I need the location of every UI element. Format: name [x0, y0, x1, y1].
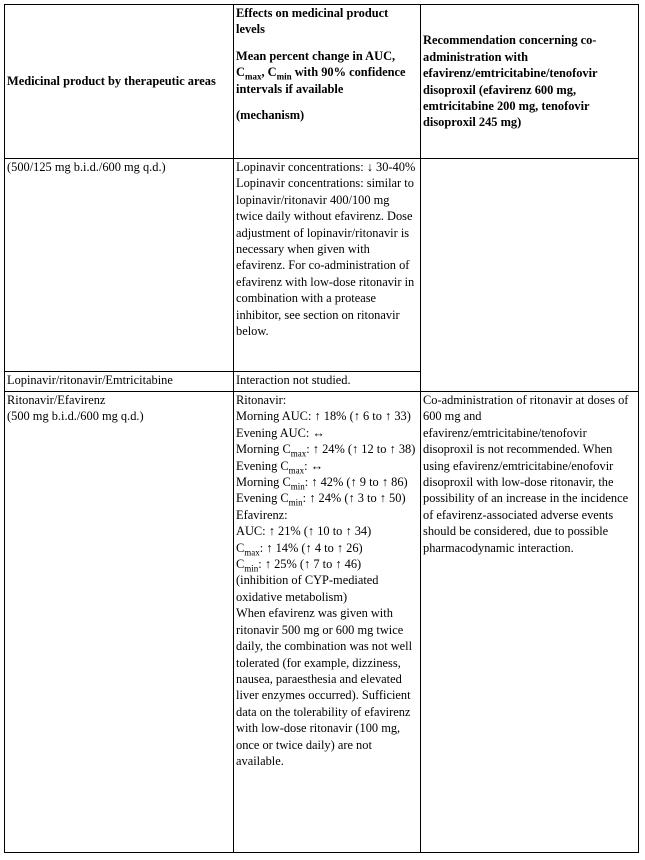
effect-line: Evening $C_{max}$: ↔: [236, 458, 324, 476]
header-recommendation: Recommendation concerning co-administration with efavirenz/emtricitabine/tenofovir disoproxil (efavirenz 600 mg, emtricitabine 200 mg, tenofovir disoproxil 245 mg): [421, 5, 639, 159]
effect-line: AUC: ↑ 21% (↑ 10 to ↑ 34): [236, 524, 372, 539]
effect-line: $C_{min}$: ↑ 25% (↑ 7 to ↑ 46): [236, 557, 362, 574]
effect-line: Morning AUC: ↑ 18% (↑ 6 to ↑ 33): [236, 409, 411, 424]
header-effects-title: Effects on medicinal product levels: [236, 6, 392, 37]
interaction-table: [4, 4, 639, 853]
header-effects: [234, 5, 421, 159]
effects-cell: [234, 159, 421, 372]
drug-name: Ritonavir/Efavirenz: [7, 393, 106, 407]
table-row: [5, 392, 639, 853]
recommendation-cell: Co-administration of ritonavir at doses of 600 mg and efavirenz/emtricitabine/tenofovir disoproxil is not recommended. When using efavirenz/emtricitabine/enofovir disoproxil with low-dose ritonavir, the possibility of an increase in the incidence of efavirenz-associated adverse events should be considered, due to possible pharmacodynamic interaction.: [421, 392, 639, 853]
effect-line: Ritonavir:: [236, 393, 287, 407]
table-header-row: [5, 5, 639, 159]
drug-cell: (500/125 mg b.i.d./600 mg q.d.): [5, 159, 234, 372]
effect-line: Morning $C_{max}$: ↑ 24% (↑ 12 to ↑ 38): [236, 442, 416, 459]
effect-line: Evening AUC: ↔: [236, 425, 325, 440]
header-effects-auc: Mean percent change in AUC, $C_{max}$, $C_{min}$ with 90% confidence intervals if available: [236, 48, 409, 96]
effects-cell: Interaction not studied.: [234, 372, 421, 392]
effect-line: Lopinavir concentrations: ↓ 30-40%: [236, 160, 416, 174]
drug-cell: [5, 392, 234, 853]
drug-cell: Lopinavir/ritonavir/Emtricitabine: [5, 372, 234, 392]
drug-dose: (500 mg b.i.d./600 mg q.d.): [7, 409, 144, 424]
effect-line: (inhibition of CYP-mediated oxidative metabolism): [236, 573, 382, 604]
header-medicinal-product: Medicinal product by therapeutic areas: [5, 5, 234, 159]
effect-line: Lopinavir concentrations: similar to lopinavir/ritonavir 400/100 mg twice daily without efavirenz. Dose adjustment of lopinavir/ritonavir is necessary when given with efavirenz. For co-administration of efavirenz with low-dose ritonavir in combination with a protease inhibitor, see section on ritonavir below.: [236, 176, 418, 339]
effects-cell: [234, 392, 421, 853]
effect-line: Efavirenz:: [236, 507, 288, 522]
header-effects-mechanism: (mechanism): [236, 108, 305, 123]
effect-line: When efavirenz was given with ritonavir 500 mg or 600 mg twice daily, the combination was not well tolerated (for example, dizziness, nausea, paraesthesia and elevated liver enzymes occurred). Sufficient data on the tolerability of efavirenz with low-dose ritonavir (100 mg, once or twice daily) are not available.: [236, 606, 416, 768]
table-row: [5, 159, 639, 372]
effect-line: Morning $C_{min}$: ↑ 42% (↑ 9 to ↑ 86): [236, 475, 408, 492]
effect-line: Evening $C_{min}$: ↑ 24% (↑ 3 to ↑ 50): [236, 491, 406, 508]
effect-line: $C_{max}$: ↑ 14% (↑ 4 to ↑ 26): [236, 540, 363, 558]
recommendation-cell: [421, 159, 639, 392]
